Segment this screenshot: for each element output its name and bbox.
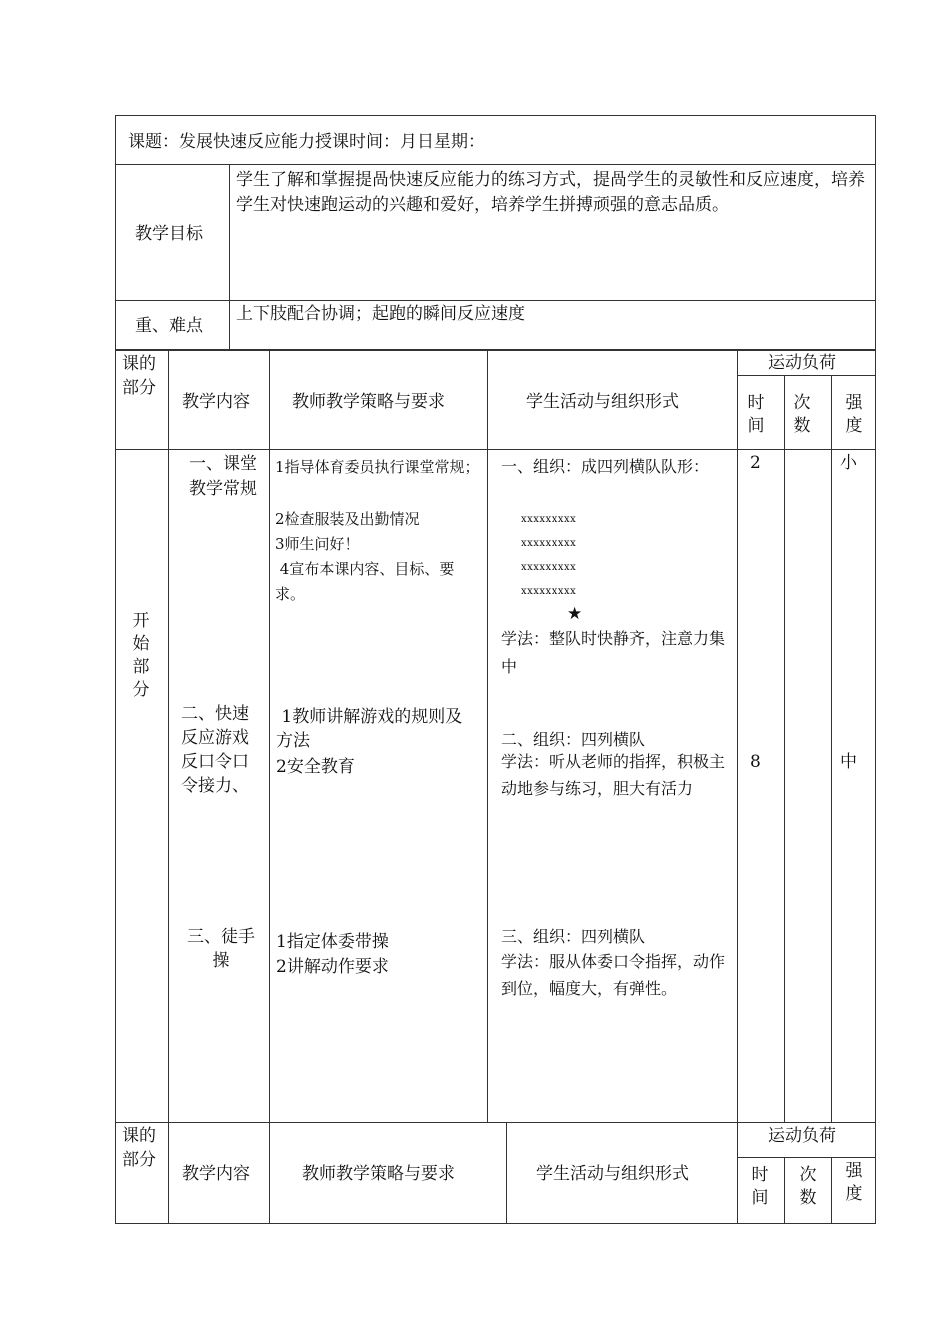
col-header-content: 教学内容 xyxy=(182,392,250,412)
item-3-activity-method: 学法：服从体委口令指挥，动作到位，幅度大，有弹性。 xyxy=(501,952,726,998)
formation-row: xxxxxxxxx xyxy=(521,586,577,597)
repeat-col-divider-time xyxy=(784,1157,785,1224)
formation-row: xxxxxxxxx xyxy=(521,538,577,549)
repeat-col-divider-count xyxy=(831,1157,832,1224)
section-name: 开始部分 xyxy=(132,611,150,700)
item-1-strategy-line: 4宣布本课内容、目标、要求。 xyxy=(275,560,455,603)
repeat-col-header-time: 时间 xyxy=(751,1165,769,1208)
lesson-title-row: 课题：发展快速反应能力授课时间：月日星期： xyxy=(128,132,485,152)
repeat-load-header-divider xyxy=(737,1157,876,1158)
col-divider-activity xyxy=(737,350,738,1123)
repeat-col-divider-part xyxy=(168,1122,169,1224)
item-2-activity-method: 学法：听从老师的指挥，积极主动地参与练习，胆大有活力 xyxy=(501,752,726,798)
item-2-strategy-line: 2安全教育 xyxy=(276,757,355,777)
item-1-intensity: 小 xyxy=(840,453,857,473)
item-3-activity-org: 三、组织：四列横队 xyxy=(501,927,646,946)
item-2-activity-org: 二、组织：四列横队 xyxy=(501,730,646,749)
teacher-position-star-icon: ★ xyxy=(567,604,583,624)
item-1-strategy-line: 3师生问好！ xyxy=(275,535,360,553)
item-3-strategy-line: 1指定体委带操 xyxy=(276,932,389,952)
repeat-col-header-intensity: 强度 xyxy=(845,1161,863,1204)
item-2-time: 8 xyxy=(750,752,761,772)
formation-row: xxxxxxxxx xyxy=(521,514,577,525)
col-header-part: 课的部分 xyxy=(122,354,156,398)
focus-label: 重、难点 xyxy=(135,316,203,336)
objective-text: 学生了解和掌握提咼快速反应能力的练习方式，提咼学生的灵敏性和反应速度，培养学生对快速跑运动的兴趣和爱好，培养学生拼搏顽强的意志品质。 xyxy=(236,170,865,215)
repeat-col-header-count: 次数 xyxy=(799,1165,817,1208)
repeat-col-header-strategy: 教师教学策略与要求 xyxy=(302,1164,455,1184)
col-divider-count xyxy=(831,375,832,1123)
repeat-col-divider-strategy xyxy=(506,1122,507,1224)
col-header-strategy: 教师教学策略与要求 xyxy=(292,392,445,412)
item-2-intensity: 中 xyxy=(840,752,857,772)
repeat-col-header-part: 课的部分 xyxy=(122,1126,156,1170)
repeat-col-header-activity: 学生活动与组织形式 xyxy=(536,1164,689,1184)
header-label-divider xyxy=(229,164,230,350)
col-header-time: 时间 xyxy=(747,393,765,436)
load-header-divider xyxy=(737,375,876,376)
item-1-activity-method: 学法：整队时快静齐，注意力集中 xyxy=(501,629,726,676)
item-1-activity-org: 一、组织：成四列横队队形： xyxy=(501,457,710,476)
col-divider-part xyxy=(168,350,169,1123)
item-1-strategy-line: 1指导体育委员执行课堂常规； xyxy=(275,458,480,476)
repeat-col-header-load: 运动负荷 xyxy=(768,1126,836,1146)
column-header-bottom xyxy=(115,449,876,450)
item-1-content: 一、课堂教学常规 xyxy=(189,454,257,499)
item-1-time: 2 xyxy=(750,453,761,473)
col-divider-strategy xyxy=(487,350,488,1123)
repeat-col-divider-activity xyxy=(737,1122,738,1224)
col-divider-time xyxy=(784,375,785,1123)
col-header-intensity: 强度 xyxy=(845,393,863,436)
repeat-col-divider-content xyxy=(269,1122,270,1224)
objective-label: 教学目标 xyxy=(135,224,203,244)
col-divider-content xyxy=(269,350,270,1123)
col-header-count: 次数 xyxy=(793,393,811,436)
col-header-load: 运动负荷 xyxy=(768,353,836,373)
focus-text: 上下肢配合协调；起跑的瞬间反应速度 xyxy=(236,304,525,324)
item-3-strategy-line: 2讲解动作要求 xyxy=(276,957,389,977)
item-2-strategy-line: 1教师讲解游戏的规则及方法 xyxy=(276,707,463,751)
formation-row: xxxxxxxxx xyxy=(521,562,577,573)
item-1-strategy-line: 2检查服装及出勤情况 xyxy=(275,510,420,528)
repeat-col-header-content: 教学内容 xyxy=(182,1164,250,1184)
col-header-activity: 学生活动与组织形式 xyxy=(526,392,679,412)
item-3-content: 三、徒手操 xyxy=(187,927,255,971)
item-2-content: 二、快速反应游戏反口令口令接力、 xyxy=(181,704,249,796)
